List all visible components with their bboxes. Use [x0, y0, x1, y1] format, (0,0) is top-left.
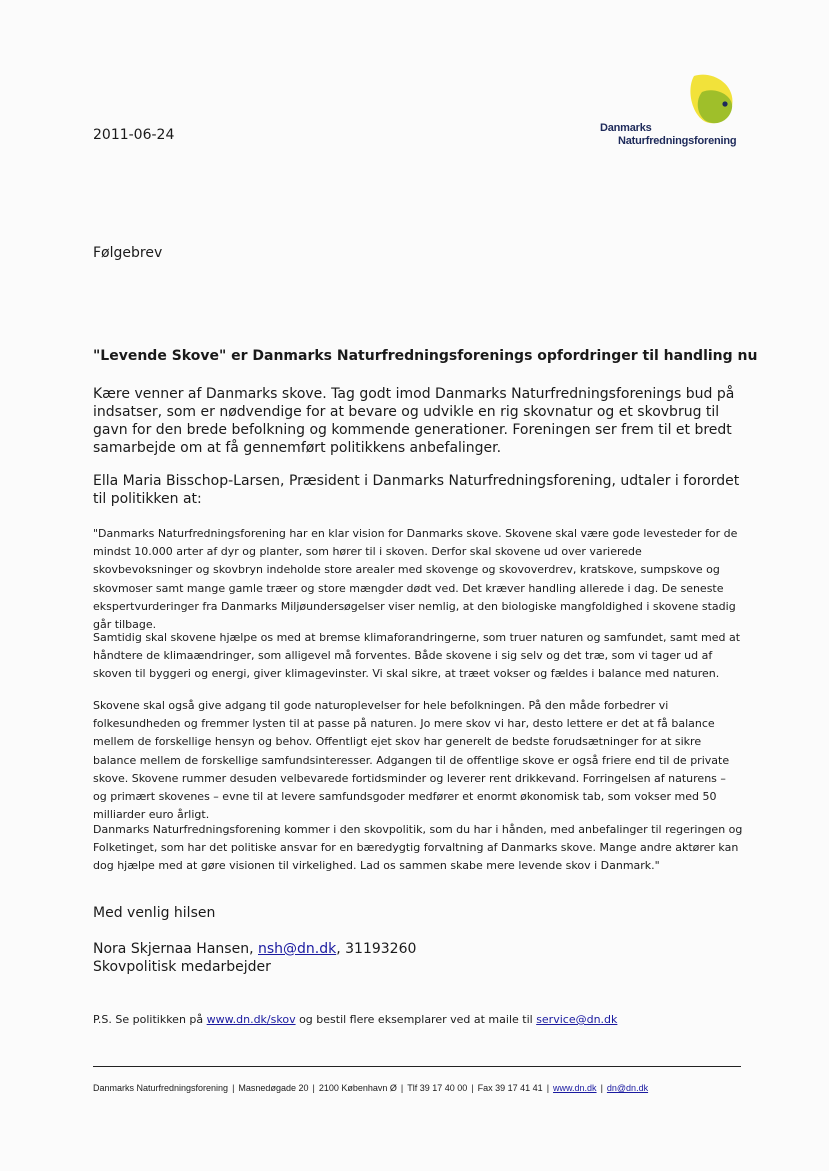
footer-separator: | — [471, 1083, 474, 1093]
footer-separator: | — [232, 1083, 235, 1093]
footer — [93, 1083, 648, 1093]
footer-separator: | — [312, 1083, 315, 1093]
headline: "Levende Skove" er Danmarks Naturfredningsforenings opfordringer til handling nu — [93, 348, 758, 364]
signature-phone: , 31193260 — [336, 941, 417, 957]
footer-separator: | — [400, 1083, 404, 1093]
logo-text-line1: Danmarks — [600, 122, 652, 134]
signature-email-link[interactable]: nsh@dn.dk — [257, 941, 337, 957]
intro-paragraph: Kære venner af Danmarks skove. Tag godt imod Danmarks Naturfredningsforenings bud på indsatser, som er nødvendige for at bevare og udvikle en rig skovnatur og et skovbrug til gavn for den brede befolkning og kommende generationer. Foreningen ser frem til et bredt samarbejde om at få gennemført politikkens anbefalinger. — [93, 386, 735, 456]
quote-paragraph-2: Samtidig skal skovene hjælpe os med at bremse klimaforandringerne, som truer naturen og samfundet, samt med at håndtere de klimaændringer, som alligevel må forventes. Både skovene i sig selv og det træ, som vi tager ud af skoven til byggeri og energi, giver klimagevinster. Vi skal sikre, at træet vokser og fældes i balance med naturen. — [93, 631, 741, 681]
logo — [598, 72, 748, 156]
quote-paragraph-3: Skovene skal også give adgang til gode naturoplevelser for hele befolkningen. På den måde forbedrer vi folkesundheden og fremmer lysten til at passe på naturen. Jo mere skov vi har, desto lettere er det at få balance mellem de forskellige hensyn og behov. Offentligt ejet skov har generelt de bedste forudsætninger for at sikre balance mellem de forskellige samfundsinteresser. Adgangen til de offentlige skove er også friere end til de private skove. Skovene rummer desuden velbevarede fortidsminder og leverer rent drikkevand. Forringelsen af naturens – og primært skovenes – evne til at levere samfundsgoder medfører et enormt økonomisk tab, som vokser med 50 milliarder euro årligt. — [93, 699, 730, 822]
footer-divider — [93, 1066, 741, 1067]
logo-text-line2: Naturfredningsforening — [618, 135, 737, 147]
quote-paragraph-4: Danmarks Naturfredningsforening kommer i den skovpolitik, som du har i hånden, med anbefalinger til regeringen og Folketinget, som har det politiske ansvar for en bæredygtig forvaltning af Danmarks skove. Mange andre aktører kan dog hjælpe med at gøre visionen til virkelighed. Lad os sammen skabe mere levende skov i Danmark." — [93, 823, 743, 873]
signature-name: Nora Skjernaa Hansen, — [93, 941, 258, 957]
ps-middle: og bestil flere eksemplarer ved at maile til — [295, 1013, 537, 1026]
ps-prefix: P.S. Se politikken på — [93, 1013, 207, 1026]
footer-separator: | — [546, 1083, 550, 1093]
footer-separator: | — [600, 1083, 603, 1093]
quote-paragraph-1: "Danmarks Naturfredningsforening har en klar vision for Danmarks skove. Skovene skal være gode levesteder for de mindst 10.000 arter af dyr og planter, som hører til i skoven. Derfor skal skovene ud over varierede skovbevoksninger og skovbryn indeholde store arealer med skovenge og skovoverdrev, kratskove, sumpskove og skovmoser samt mange gamle træer og store mængder dødt ved. Det kræver handling allerede i dag. De seneste ekspertvurderinger fra Danmarks Miljøundersøgelser viser nemlig, at den biologiske mangfoldighed i skovene stadig går tilbage. — [93, 527, 738, 632]
footer-city: 2100 København Ø — [318, 1083, 397, 1093]
closing-greeting: Med venlig hilsen — [93, 905, 216, 921]
footer-web-link[interactable]: www.dn.dk — [553, 1083, 597, 1093]
quote-intro-paragraph: Ella Maria Bisschop-Larsen, Præsident i Danmarks Naturfredningsforening, udtaler i forordet til politikken at: — [93, 473, 740, 507]
signature-title: Skovpolitisk medarbejder — [93, 959, 271, 975]
footer-fax: Fax 39 17 41 41 — [477, 1083, 543, 1093]
postscript — [93, 1013, 617, 1026]
footer-org: Danmarks Naturfredningsforening — [93, 1083, 229, 1093]
signature-block — [93, 940, 416, 976]
subject-line: Følgebrev — [93, 245, 163, 261]
footer-phone: Tlf 39 17 40 00 — [407, 1083, 468, 1093]
ps-email-link[interactable]: service@dn.dk — [536, 1013, 618, 1026]
leaf-icon — [688, 72, 740, 128]
ps-website-link[interactable]: www.dn.dk/skov — [206, 1013, 296, 1026]
footer-address: Masnedøgade 20 — [238, 1083, 309, 1093]
footer-email-link[interactable]: dn@dn.dk — [606, 1083, 649, 1093]
signature-contact-line — [93, 940, 416, 958]
letter-date: 2011-06-24 — [93, 127, 175, 143]
